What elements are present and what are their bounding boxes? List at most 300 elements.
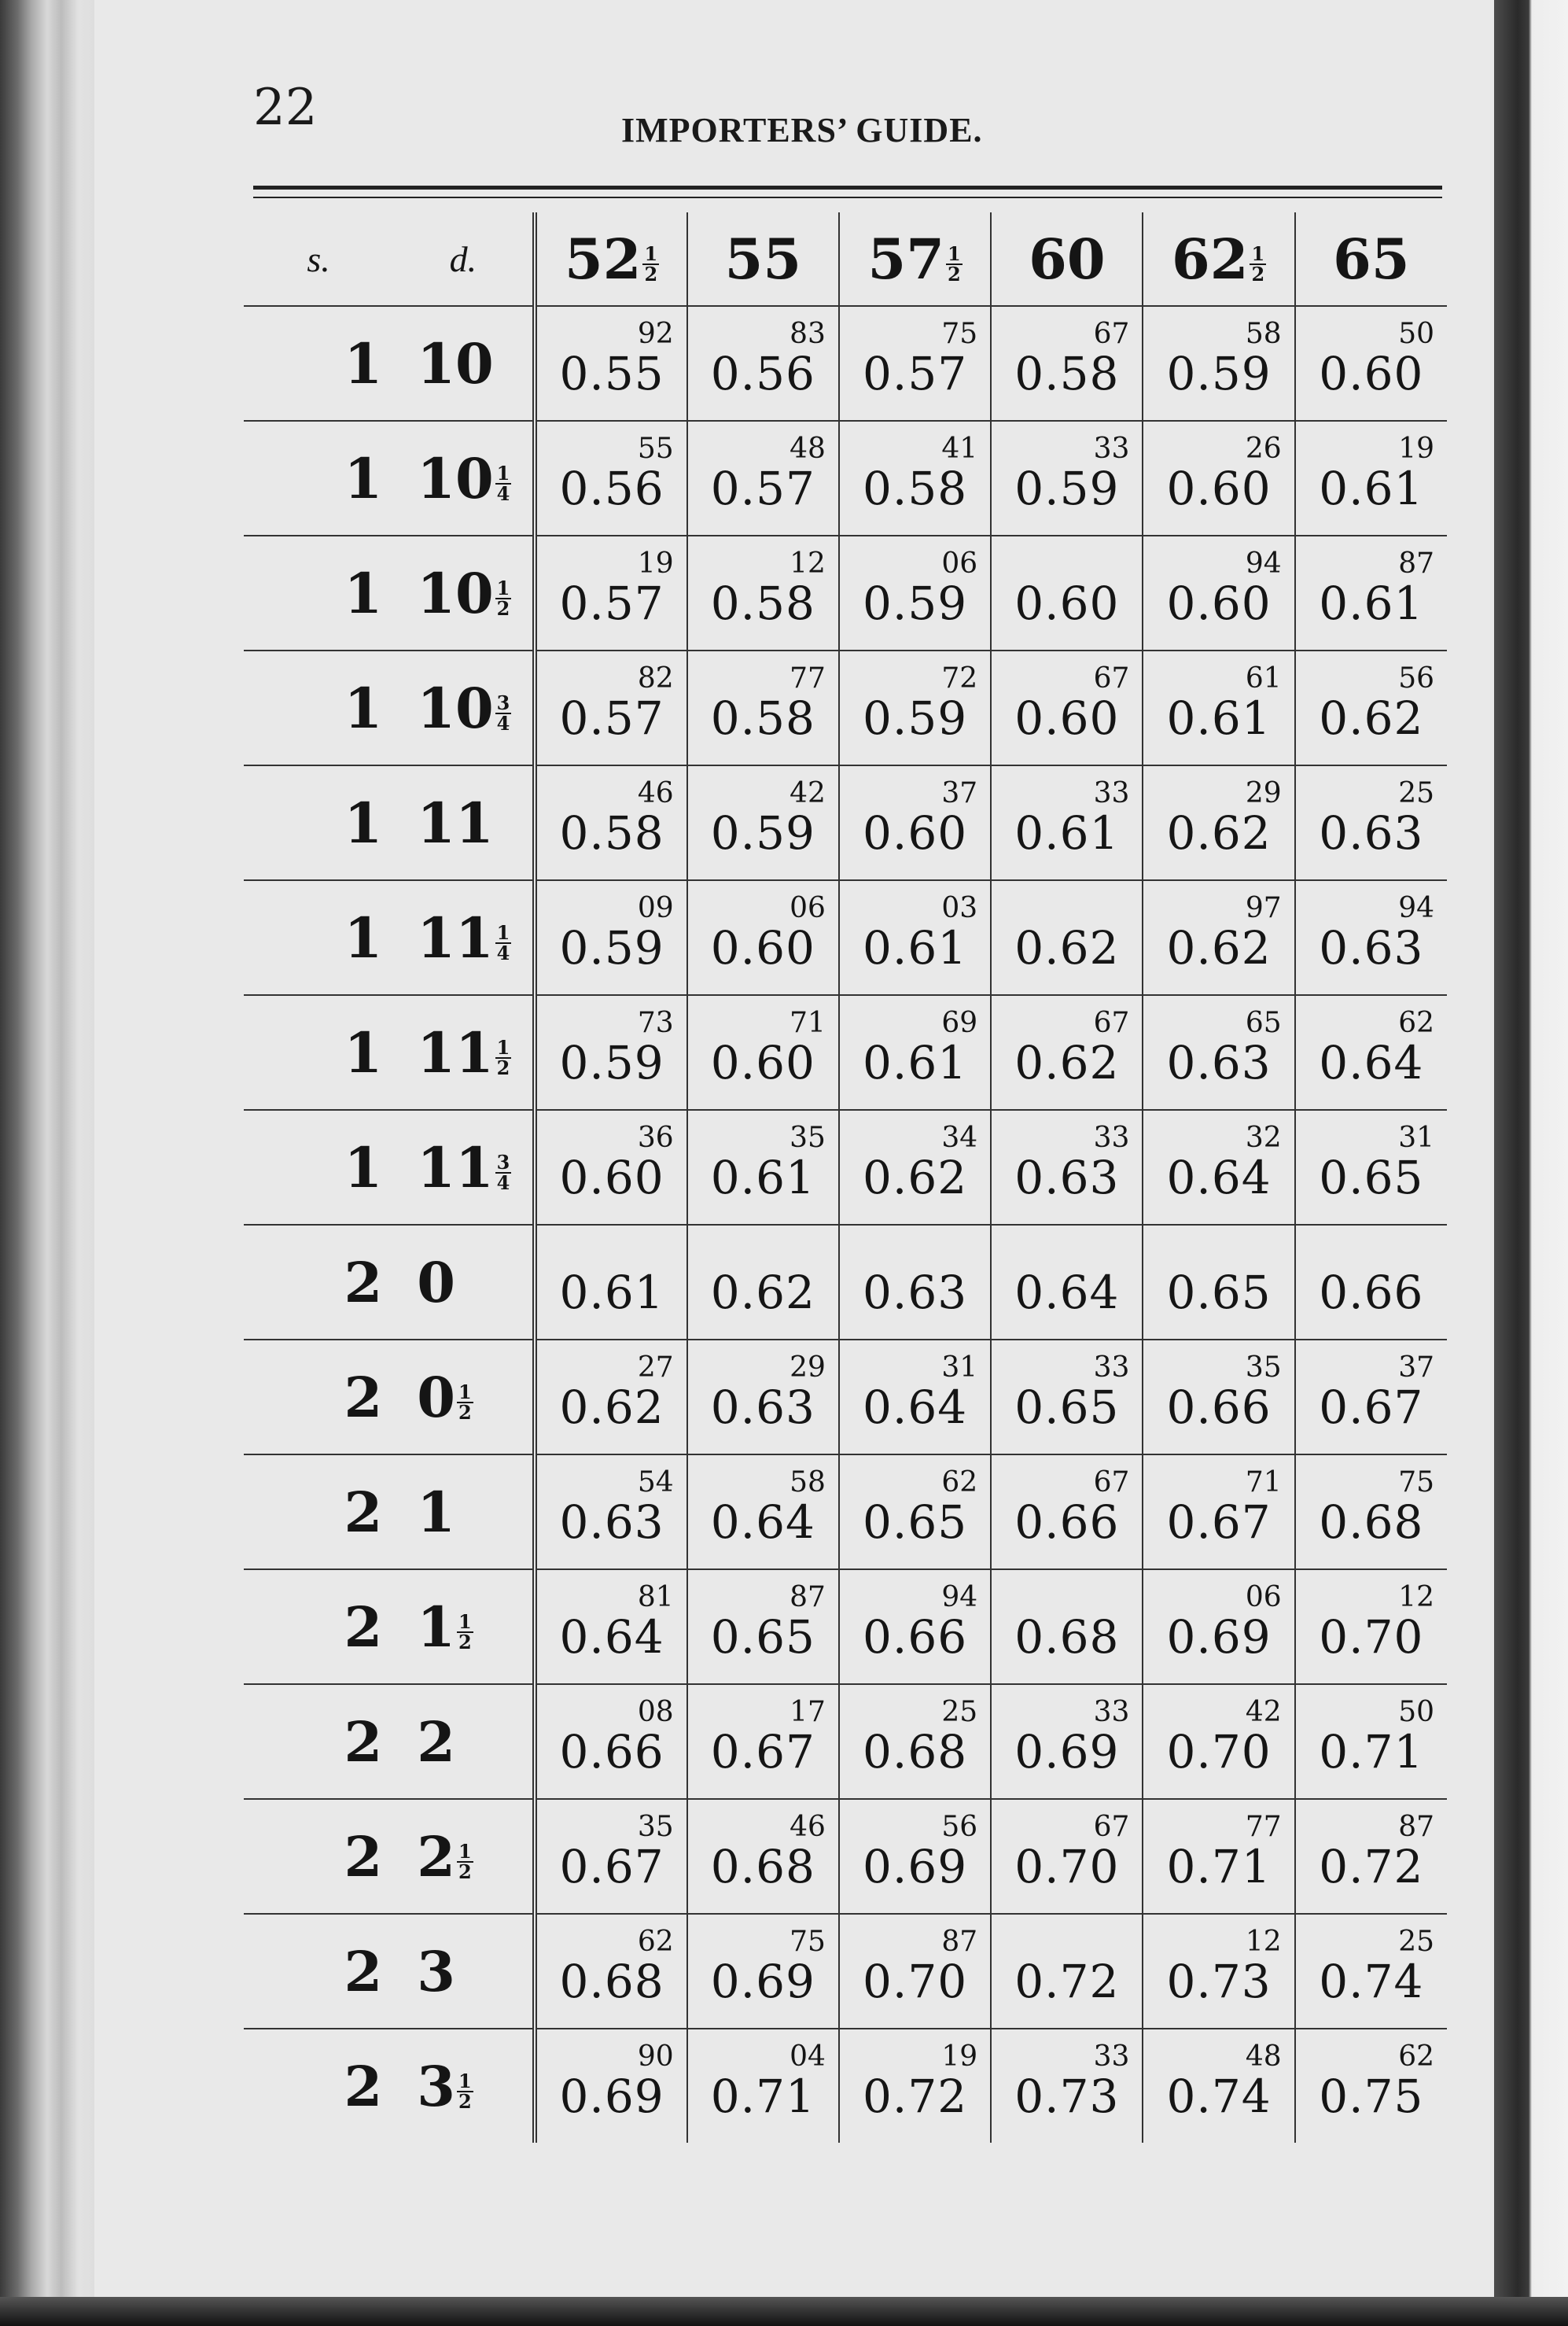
value-superscript: 27: [637, 1351, 674, 1384]
value-superscript: 19: [941, 2040, 978, 2073]
fraction-denominator: 2: [458, 2089, 472, 2113]
pence-cell: [393, 306, 535, 421]
table-body: [244, 306, 1447, 2143]
table-row: [244, 1225, 1447, 1340]
value-superscript: 33: [1093, 777, 1130, 809]
value-superscript: 33: [1093, 2040, 1130, 2073]
rate-column-header: [1143, 212, 1294, 306]
fraction-numerator: 1: [458, 2069, 472, 2092]
book-gutter-left: [0, 0, 94, 2326]
shillings-cell: 1: [344, 560, 383, 626]
value-cell: [687, 1225, 839, 1340]
value-superscript: 46: [637, 777, 674, 809]
pence-cell: [393, 1110, 535, 1225]
value-superscript: 31: [1398, 1122, 1434, 1154]
value-main: 0.66: [1166, 1380, 1272, 1434]
value-cell: [991, 536, 1143, 651]
pence-fraction: [457, 2069, 473, 2113]
pence-cell: [393, 1454, 535, 1569]
value-superscript: 19: [637, 547, 674, 580]
value-cell: [687, 1799, 839, 1914]
value-main: 0.61: [863, 1036, 968, 1089]
pence-cell: [393, 995, 535, 1110]
value-superscript: 48: [790, 433, 826, 465]
value-main: 0.62: [863, 1151, 968, 1204]
value-cell: [1295, 421, 1447, 536]
shillings-cell: 1: [344, 445, 383, 511]
pence-whole: 1: [417, 1479, 455, 1545]
fraction-denominator: 4: [496, 941, 510, 964]
rate-header-fraction: [1250, 241, 1266, 286]
value-cell: [687, 651, 839, 765]
value-main: 0.69: [559, 2070, 664, 2123]
value-main: 0.72: [863, 2070, 968, 2123]
shillings-cell: 2: [344, 1938, 383, 2004]
value-main: 0.66: [1319, 1266, 1424, 1319]
value-cell: [535, 1454, 686, 1569]
value-main: 0.63: [1014, 1151, 1120, 1204]
value-superscript: 94: [1245, 547, 1282, 580]
fraction-denominator: 2: [496, 596, 510, 620]
fraction-numerator: 1: [496, 461, 510, 485]
value-cell: [991, 995, 1143, 1110]
fraction-denominator: 4: [496, 481, 510, 505]
value-cell: [687, 1569, 839, 1684]
value-superscript: 56: [1398, 662, 1434, 695]
value-main: 0.59: [863, 577, 968, 630]
pence-cell: [393, 1799, 535, 1914]
value-cell: [1295, 1110, 1447, 1225]
value-cell: [1295, 1340, 1447, 1454]
value-cell: [535, 1799, 686, 1914]
value-superscript: 29: [790, 1351, 826, 1384]
value-cell: [1295, 1569, 1447, 1684]
fraction-numerator: 1: [496, 920, 510, 944]
value-main: 0.70: [1166, 1725, 1272, 1779]
pence-header: d.: [449, 238, 477, 279]
value-cell: [991, 1340, 1143, 1454]
value-main: 0.63: [559, 1495, 664, 1549]
book-edge-bottom: [0, 2297, 1568, 2326]
value-main: 0.66: [863, 1610, 968, 1664]
value-main: 0.59: [559, 1036, 664, 1089]
rate-column-header: [991, 212, 1143, 306]
value-main: 0.69: [1014, 1725, 1120, 1779]
value-superscript: 71: [1245, 1466, 1282, 1498]
value-main: 0.61: [1014, 806, 1120, 860]
value-main: 0.57: [559, 577, 664, 630]
value-main: 0.68: [710, 1840, 815, 1893]
value-superscript: 65: [1245, 1007, 1282, 1039]
table-row: [244, 1110, 1447, 1225]
value-cell: [991, 1454, 1143, 1569]
value-cell: [535, 1340, 686, 1454]
value-main: 0.65: [710, 1610, 815, 1664]
value-main: 0.64: [863, 1380, 968, 1434]
shillings-cell: 2: [344, 1479, 383, 1545]
value-superscript: 67: [1093, 662, 1130, 695]
pence-whole: 3: [417, 1938, 455, 2004]
value-cell: [1143, 1799, 1294, 1914]
value-cell: [839, 421, 991, 536]
value-main: 0.65: [1014, 1380, 1120, 1434]
value-superscript: 32: [1245, 1122, 1282, 1154]
value-main: 0.70: [1014, 1840, 1120, 1893]
value-superscript: 83: [790, 318, 826, 350]
value-cell: [1143, 536, 1294, 651]
value-main: 0.58: [1014, 347, 1120, 400]
table-row: [244, 1799, 1447, 1914]
table-row: [244, 1340, 1447, 1454]
value-main: 0.63: [1166, 1036, 1272, 1089]
value-superscript: 61: [1245, 662, 1282, 695]
value-cell: [1295, 880, 1447, 995]
value-superscript: 71: [790, 1007, 826, 1039]
running-head: IMPORTERS’ GUIDE.: [621, 111, 983, 149]
value-cell: [991, 306, 1143, 421]
fraction-denominator: 2: [496, 1056, 510, 1079]
value-main: 0.73: [1014, 2070, 1120, 2123]
value-cell: [1295, 1799, 1447, 1914]
value-superscript: 06: [1245, 1581, 1282, 1613]
pence-cell: [393, 1684, 535, 1799]
value-cell: [839, 1684, 991, 1799]
value-main: 0.60: [1166, 577, 1272, 630]
value-cell: [535, 1569, 686, 1684]
fraction-denominator: 2: [947, 262, 961, 286]
value-main: 0.69: [863, 1840, 968, 1893]
value-superscript: 35: [1245, 1351, 1282, 1384]
value-cell: [687, 1340, 839, 1454]
value-superscript: 82: [637, 662, 674, 695]
value-superscript: 31: [941, 1351, 978, 1384]
value-superscript: 17: [790, 1696, 826, 1728]
table-row: [244, 306, 1447, 421]
value-main: 0.68: [1319, 1495, 1424, 1549]
value-cell: [1295, 995, 1447, 1110]
value-cell: [991, 421, 1143, 536]
value-main: 0.56: [559, 462, 664, 515]
value-superscript: 67: [1093, 1007, 1130, 1039]
value-superscript: 42: [1245, 1696, 1282, 1728]
value-superscript: 08: [637, 1696, 674, 1728]
fraction-numerator: 1: [496, 1035, 510, 1059]
value-cell: [1143, 995, 1294, 1110]
value-cell: [839, 765, 991, 880]
value-cell: [991, 1110, 1143, 1225]
fraction-denominator: 4: [496, 1170, 510, 1194]
value-main: 0.68: [559, 1955, 664, 2008]
fraction-denominator: 4: [496, 711, 510, 735]
value-main: 0.65: [1166, 1266, 1272, 1319]
rate-header-fraction: [642, 241, 659, 286]
value-cell: [687, 306, 839, 421]
value-cell: [1143, 421, 1294, 536]
value-superscript: 19: [1398, 433, 1434, 465]
value-main: 0.63: [1319, 921, 1424, 975]
value-main: 0.67: [1166, 1495, 1272, 1549]
value-main: 0.73: [1166, 1955, 1272, 2008]
pence-whole: 3: [417, 2053, 455, 2119]
table-row: [244, 880, 1447, 995]
value-main: 0.62: [1319, 691, 1424, 745]
value-main: 0.69: [1166, 1610, 1272, 1664]
page-number: 22: [253, 79, 318, 137]
rate-header-whole: 55: [724, 226, 802, 292]
value-cell: [991, 880, 1143, 995]
value-cell: [991, 765, 1143, 880]
value-superscript: 67: [1093, 1466, 1130, 1498]
shillings-cell: 1: [344, 675, 383, 741]
value-main: 0.64: [559, 1610, 664, 1664]
shillings-cell: 2: [344, 1364, 383, 1430]
value-cell: [839, 995, 991, 1110]
value-main: 0.61: [710, 1151, 815, 1204]
value-cell: [1143, 2029, 1294, 2143]
fraction-denominator: 2: [458, 1400, 472, 1424]
value-cell: [535, 2029, 686, 2143]
value-cell: [535, 1684, 686, 1799]
value-main: 0.62: [1166, 921, 1272, 975]
value-superscript: 12: [790, 547, 826, 580]
value-main: 0.74: [1166, 2070, 1272, 2123]
value-main: 0.60: [1319, 347, 1424, 400]
value-superscript: 25: [941, 1696, 978, 1728]
value-cell: [839, 1340, 991, 1454]
value-cell: [687, 1684, 839, 1799]
value-superscript: 09: [637, 892, 674, 924]
pence-fraction: [457, 1839, 473, 1883]
value-main: 0.61: [559, 1266, 664, 1319]
header-rule: [253, 186, 1442, 190]
value-superscript: 69: [941, 1007, 978, 1039]
value-cell: [535, 995, 686, 1110]
shillings-cell: 1: [344, 330, 383, 396]
table-row: [244, 1569, 1447, 1684]
book-edge-right: [1494, 0, 1568, 2326]
value-superscript: 97: [1245, 892, 1282, 924]
value-main: 0.75: [1319, 2070, 1424, 2123]
value-cell: [1295, 765, 1447, 880]
table-row: [244, 651, 1447, 765]
pence-cell: [393, 1914, 535, 2029]
shillings-cell: 2: [344, 1594, 383, 1660]
value-superscript: 33: [1093, 1122, 1130, 1154]
value-cell: [991, 1914, 1143, 2029]
value-superscript: 46: [790, 1811, 826, 1843]
fraction-numerator: 1: [458, 1609, 472, 1633]
value-main: 0.63: [1319, 806, 1424, 860]
value-superscript: 62: [1398, 1007, 1434, 1039]
table-row: [244, 421, 1447, 536]
value-cell: [1143, 880, 1294, 995]
value-superscript: 25: [1398, 1926, 1434, 1958]
table-row: [244, 1684, 1447, 1799]
value-main: 0.64: [1014, 1266, 1120, 1319]
fraction-numerator: 1: [458, 1839, 472, 1863]
value-superscript: 35: [790, 1122, 826, 1154]
value-cell: [687, 1914, 839, 2029]
pence-whole: 1: [417, 1594, 455, 1660]
value-superscript: 62: [941, 1466, 978, 1498]
value-superscript: 03: [941, 892, 978, 924]
value-cell: [839, 306, 991, 421]
value-cell: [839, 536, 991, 651]
value-cell: [687, 765, 839, 880]
value-cell: [1295, 651, 1447, 765]
value-cell: [839, 1454, 991, 1569]
value-main: 0.59: [710, 806, 815, 860]
value-main: 0.71: [1166, 1840, 1272, 1893]
rate-column-header: [535, 212, 686, 306]
value-main: 0.58: [863, 462, 968, 515]
value-superscript: 56: [941, 1811, 978, 1843]
value-superscript: 87: [1398, 1811, 1434, 1843]
value-superscript: 34: [941, 1122, 978, 1154]
value-main: 0.60: [1014, 691, 1120, 745]
value-main: 0.69: [710, 1955, 815, 2008]
value-superscript: 50: [1398, 1696, 1434, 1728]
fraction-numerator: 1: [458, 1380, 472, 1403]
value-superscript: 67: [1093, 1811, 1130, 1843]
shillings-cell: 2: [344, 1249, 383, 1315]
rate-column-header: [687, 212, 839, 306]
value-cell: [535, 421, 686, 536]
rate-header-whole: 65: [1333, 226, 1410, 292]
table-row: [244, 1914, 1447, 2029]
shillings-cell: 2: [344, 1709, 383, 1775]
value-superscript: 75: [941, 318, 978, 350]
value-superscript: 94: [941, 1581, 978, 1613]
value-cell: [687, 1110, 839, 1225]
value-superscript: 62: [1398, 2040, 1434, 2073]
value-cell: [1143, 1569, 1294, 1684]
value-superscript: 58: [790, 1466, 826, 1498]
pence-whole: 10: [417, 675, 494, 741]
value-main: 0.55: [559, 347, 664, 400]
value-cell: [535, 765, 686, 880]
table-row: [244, 1454, 1447, 1569]
value-cell: [991, 2029, 1143, 2143]
pence-whole: 0: [417, 1364, 455, 1430]
value-superscript: 33: [1093, 1696, 1130, 1728]
pence-whole: 0: [417, 1249, 455, 1315]
value-main: 0.74: [1319, 1955, 1424, 2008]
fraction-numerator: 1: [496, 576, 510, 599]
value-cell: [1143, 1225, 1294, 1340]
pence-whole: 10: [417, 330, 494, 396]
value-cell: [839, 880, 991, 995]
value-cell: [991, 1569, 1143, 1684]
value-main: 0.64: [1166, 1151, 1272, 1204]
rate-header-whole: 62: [1172, 226, 1249, 292]
pence-fraction: [495, 920, 512, 964]
value-cell: [1143, 1914, 1294, 2029]
value-superscript: 50: [1398, 318, 1434, 350]
value-cell: [687, 995, 839, 1110]
value-cell: [839, 651, 991, 765]
value-superscript: 54: [637, 1466, 674, 1498]
pence-fraction: [495, 576, 512, 620]
value-main: 0.57: [710, 462, 815, 515]
value-superscript: 42: [790, 777, 826, 809]
value-main: 0.66: [559, 1725, 664, 1779]
value-main: 0.64: [1319, 1036, 1424, 1089]
value-main: 0.62: [1166, 806, 1272, 860]
value-cell: [535, 651, 686, 765]
pence-whole: 11: [417, 1019, 494, 1086]
header-rule-thin: [253, 197, 1442, 198]
value-main: 0.68: [1014, 1610, 1120, 1664]
value-superscript: 55: [637, 433, 674, 465]
value-cell: [839, 1799, 991, 1914]
table-row: [244, 765, 1447, 880]
value-cell: [535, 1110, 686, 1225]
value-superscript: 48: [1245, 2040, 1282, 2073]
value-superscript: 94: [1398, 892, 1434, 924]
value-main: 0.61: [1319, 462, 1424, 515]
value-cell: [839, 1110, 991, 1225]
rate-column-header: [839, 212, 991, 306]
value-main: 0.72: [1319, 1840, 1424, 1893]
value-main: 0.65: [1319, 1151, 1424, 1204]
value-cell: [839, 1914, 991, 2029]
fraction-numerator: 1: [947, 241, 961, 265]
rate-header-whole: 52: [565, 226, 642, 292]
value-main: 0.67: [710, 1725, 815, 1779]
value-cell: [687, 1454, 839, 1569]
conversion-table: [244, 212, 1447, 2143]
value-main: 0.62: [1014, 921, 1120, 975]
value-main: 0.57: [863, 347, 968, 400]
value-cell: [1143, 306, 1294, 421]
fraction-denominator: 2: [458, 1630, 472, 1653]
value-cell: [1295, 536, 1447, 651]
value-main: 0.66: [1014, 1495, 1120, 1549]
pence-cell: [393, 536, 535, 651]
fraction-denominator: 2: [644, 262, 658, 286]
fraction-numerator: 1: [644, 241, 658, 265]
pence-fraction: [495, 691, 512, 735]
table-row: [244, 995, 1447, 1110]
value-cell: [991, 1799, 1143, 1914]
value-cell: [687, 421, 839, 536]
pence-cell: [393, 880, 535, 995]
value-main: 0.60: [710, 1036, 815, 1089]
value-cell: [1295, 306, 1447, 421]
shillings-cell: 2: [344, 1823, 383, 1889]
value-superscript: 33: [1093, 433, 1130, 465]
value-cell: [1295, 1225, 1447, 1340]
value-main: 0.67: [559, 1840, 664, 1893]
value-cell: [1295, 1454, 1447, 1569]
fraction-denominator: 2: [458, 1860, 472, 1883]
value-cell: [535, 880, 686, 995]
value-superscript: 87: [941, 1926, 978, 1958]
fraction-denominator: 2: [1251, 262, 1265, 286]
value-superscript: 12: [1245, 1926, 1282, 1958]
value-main: 0.61: [1166, 691, 1272, 745]
value-superscript: 06: [790, 892, 826, 924]
value-cell: [991, 1225, 1143, 1340]
shillings-cell: 1: [344, 1134, 383, 1200]
pence-cell: [393, 2029, 535, 2143]
pence-fraction: [457, 1609, 473, 1653]
value-main: 0.59: [1014, 462, 1120, 515]
value-main: 0.60: [559, 1151, 664, 1204]
value-main: 0.63: [863, 1266, 968, 1319]
value-cell: [535, 1225, 686, 1340]
